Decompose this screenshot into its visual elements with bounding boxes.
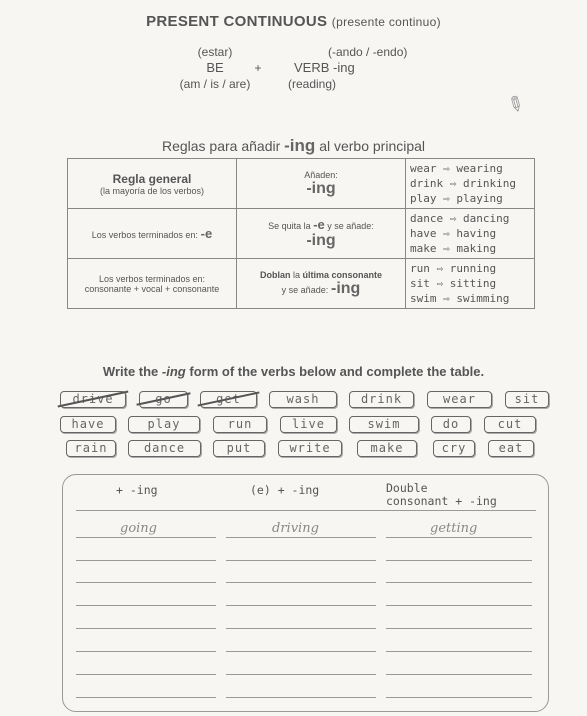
example-item: dance ⇨ dancing bbox=[410, 212, 510, 225]
example-item: sit ⇨ sitting bbox=[410, 277, 497, 290]
column-header-double bbox=[386, 482, 497, 508]
rule-note: (la mayoría de los verbos) bbox=[99, 185, 205, 196]
answer-line[interactable] bbox=[76, 560, 216, 561]
answer-line[interactable] bbox=[386, 628, 532, 629]
example-item: run ⇨ running bbox=[410, 262, 497, 275]
example-item: drink ⇨ drinking bbox=[410, 177, 516, 190]
answer-line[interactable] bbox=[386, 605, 532, 606]
title-subtitle: (presente continuo) bbox=[331, 15, 441, 29]
answer-line[interactable] bbox=[226, 628, 376, 629]
action-cell bbox=[237, 159, 406, 209]
rules-row-general bbox=[68, 159, 535, 209]
answer-line[interactable] bbox=[76, 605, 216, 606]
exercise-instruction bbox=[0, 364, 587, 379]
ending-note: (-ando / -endo) bbox=[328, 45, 408, 59]
verb-chip-wear[interactable]: wear bbox=[427, 391, 492, 408]
verb-label: VERB -ing bbox=[294, 60, 355, 75]
verb-chip-have[interactable]: have bbox=[60, 416, 116, 433]
examples-cell bbox=[406, 159, 535, 209]
examples-cell bbox=[406, 259, 535, 309]
scribble-mark: ✎ bbox=[502, 91, 528, 119]
verb-chip-put[interactable]: put bbox=[213, 440, 265, 457]
instruction-pre: Write the bbox=[102, 364, 159, 379]
rule-cell bbox=[68, 159, 237, 209]
verb-chip-get[interactable]: get bbox=[200, 391, 257, 408]
example-item: swim ⇨ swimming bbox=[410, 292, 510, 305]
rules-row-cvc bbox=[68, 259, 535, 309]
double-line1: Double bbox=[386, 481, 428, 495]
verb-chip-swim[interactable]: swim bbox=[349, 416, 419, 433]
verb-chip-cut[interactable]: cut bbox=[484, 416, 536, 433]
rule-line1: Los verbos terminados en: bbox=[98, 273, 206, 284]
verb-chip-run[interactable]: run bbox=[213, 416, 267, 433]
rules-heading-pre: Reglas para añadir bbox=[161, 138, 281, 154]
action-post: y se añade: bbox=[327, 221, 374, 231]
action-post: y se añade: bbox=[281, 284, 329, 295]
page-title bbox=[0, 13, 587, 30]
action-ing: -ing bbox=[306, 179, 336, 197]
answer-line[interactable] bbox=[226, 605, 376, 606]
verb-chip-cry[interactable]: cry bbox=[433, 440, 475, 457]
action-text: Añaden: bbox=[304, 169, 338, 180]
rules-table bbox=[67, 158, 535, 309]
example-item: have ⇨ having bbox=[410, 227, 497, 240]
verb-chip-play[interactable]: play bbox=[128, 416, 200, 433]
answer-line[interactable] bbox=[226, 560, 376, 561]
answer-line[interactable] bbox=[226, 674, 376, 675]
answer-line[interactable] bbox=[386, 674, 532, 675]
rules-heading bbox=[0, 136, 587, 156]
answer-line[interactable] bbox=[226, 697, 376, 698]
be-note: (estar) bbox=[197, 45, 233, 59]
action-ing: -ing bbox=[306, 232, 336, 249]
rules-row-e bbox=[68, 209, 535, 259]
instruction-ing: -ing bbox=[161, 364, 186, 379]
answer-driving: driving bbox=[272, 521, 319, 536]
action-bold2: última consonante bbox=[302, 269, 383, 280]
header-underline bbox=[76, 510, 536, 511]
verb-chip-drive[interactable]: drive bbox=[60, 391, 126, 408]
example-item: play ⇨ playing bbox=[410, 192, 503, 205]
answer-going: going bbox=[120, 521, 158, 536]
rule-e: -e bbox=[200, 226, 213, 241]
action-mid: la bbox=[292, 269, 300, 280]
answer-line[interactable] bbox=[76, 651, 216, 652]
answer-line[interactable] bbox=[226, 582, 376, 583]
verb-chip-go[interactable]: go bbox=[139, 391, 188, 408]
verb-chip-sit[interactable]: sit bbox=[505, 391, 549, 408]
answer-line[interactable] bbox=[76, 537, 216, 538]
answer-line[interactable] bbox=[226, 651, 376, 652]
rules-heading-ing: -ing bbox=[284, 136, 316, 155]
double-line2: consonant + -ing bbox=[386, 494, 497, 508]
be-label: BE bbox=[206, 60, 224, 75]
answer-line[interactable] bbox=[76, 697, 216, 698]
answer-getting: getting bbox=[430, 521, 478, 536]
answer-line[interactable] bbox=[386, 560, 532, 561]
title-text: PRESENT CONTINUOUS bbox=[146, 13, 328, 30]
rule-title: Regla general bbox=[112, 171, 192, 186]
action-bold1: Doblan bbox=[259, 269, 291, 280]
rule-text: Los verbos terminados en: bbox=[91, 230, 198, 240]
answer-line[interactable] bbox=[76, 628, 216, 629]
action-ing: -ing bbox=[331, 279, 361, 297]
verb-example: (reading) bbox=[288, 77, 337, 91]
formula-verb bbox=[288, 44, 448, 92]
action-cell bbox=[237, 209, 406, 259]
verb-chip-wash[interactable]: wash bbox=[269, 391, 337, 408]
example-item: wear ⇨ wearing bbox=[410, 162, 503, 175]
example-item: make ⇨ making bbox=[410, 242, 497, 255]
verb-chip-rain[interactable]: rain bbox=[66, 440, 116, 457]
rule-cell bbox=[68, 209, 237, 259]
verb-chip-make[interactable]: make bbox=[357, 440, 417, 457]
rule-cell bbox=[68, 259, 237, 309]
rule-line2: consonante + vocal + consonante bbox=[84, 283, 220, 294]
column-header-e-ing: (e) + -ing bbox=[250, 483, 320, 497]
formula-plus: + bbox=[254, 61, 262, 75]
verb-chip-live[interactable]: live bbox=[280, 416, 337, 433]
be-forms: (am / is / are) bbox=[179, 77, 251, 91]
answer-line[interactable] bbox=[386, 651, 532, 652]
answer-line[interactable] bbox=[386, 697, 532, 698]
answer-line[interactable] bbox=[386, 537, 532, 538]
action-pre: Se quita la bbox=[268, 221, 311, 231]
column-header-ing: + -ing bbox=[116, 483, 158, 497]
verb-chip-write[interactable]: write bbox=[278, 440, 342, 457]
answer-line[interactable] bbox=[76, 582, 216, 583]
verb-chip-eat[interactable]: eat bbox=[488, 440, 534, 457]
answer-line[interactable] bbox=[76, 674, 216, 675]
rules-heading-post: al verbo principal bbox=[319, 138, 426, 154]
examples-cell bbox=[406, 209, 535, 259]
action-e: -e bbox=[313, 217, 325, 232]
verb-chip-drink[interactable]: drink bbox=[349, 391, 414, 408]
verb-chip-dance[interactable]: dance bbox=[128, 440, 201, 457]
answer-line[interactable] bbox=[386, 582, 532, 583]
action-cell bbox=[237, 259, 406, 309]
verb-chip-do[interactable]: do bbox=[431, 416, 471, 433]
instruction-post: form of the verbs below and complete the table. bbox=[189, 364, 485, 379]
answer-line[interactable] bbox=[226, 537, 376, 538]
